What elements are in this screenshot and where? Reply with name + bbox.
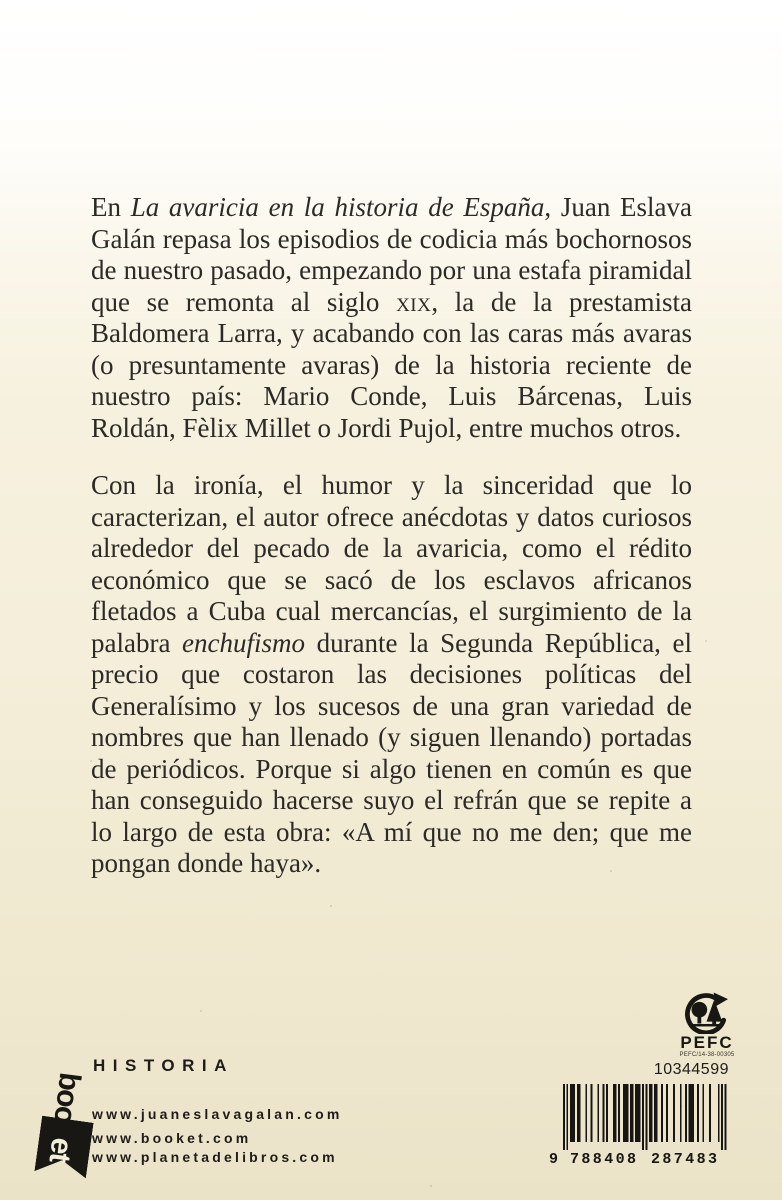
booket-logo bbox=[34, 1060, 94, 1174]
synopsis-text bbox=[91, 192, 692, 880]
paper-speckles bbox=[0, 0, 2, 2]
barcode-digits-left: 788408 bbox=[570, 1151, 636, 1168]
website-author: www.juaneslavagalan.com bbox=[92, 1106, 343, 1122]
synopsis-paragraph: En La avaricia en la historia de España, Juan Eslava Galán repasa los episodios de codicia más bochornosos de nuestro pasado, empezando por una estafa piramidal que se remonta al siglo xix, la de la prestamista Baldomera Larra, y acabando con las caras más avaras (o presuntamente avaras) de la historia reciente de nuestro país: Mario Conde, Luis Bárcenas, Luis Roldán, Fèlix Millet o Jordi Pujol, entre muchos otros. bbox=[91, 192, 693, 443]
barcode-bars bbox=[563, 1084, 726, 1150]
pefc-certification bbox=[666, 992, 748, 1059]
barcode-digit-first: 9 bbox=[549, 1151, 559, 1168]
pefc-label: PEFC bbox=[680, 1033, 734, 1052]
collection-label: HISTORIA bbox=[93, 1056, 234, 1075]
website-booket: www.booket.com bbox=[92, 1130, 252, 1146]
website-list bbox=[92, 1106, 342, 1166]
barcode-digits-right: 287483 bbox=[651, 1151, 717, 1168]
product-code: 10344599 bbox=[653, 1061, 729, 1078]
ean13-barcode bbox=[549, 1084, 731, 1168]
website-planetadelibros: www.planetadelibros.com bbox=[92, 1149, 338, 1165]
pefc-code: PEFC/14-38-00305 bbox=[679, 1052, 735, 1058]
pefc-trees-icon bbox=[678, 992, 736, 1034]
booket-wordmark-dark: book bbox=[45, 1070, 87, 1140]
booket-wordmark-light: et bbox=[42, 1135, 79, 1164]
synopsis-paragraph: Con la ironía, el humor y la sinceridad que lo caracterizan, el autor ofrece anécdotas y datos curiosos alrededor del pecado de la avaricia, como el rédito económico que se sacó de los esclavos africanos fletados a Cuba cual mercancías, el surgimiento de la palabra enchufismo durante la Segunda República, el precio que costaron las decisiones políticas del Generalísimo y los sucesos de una gran variedad de nombres que han llenado (y siguen llenando) portadas de periódicos. Porque si algo tienen en común es que han conseguido hacerse suyo el refrán que se repite a lo largo de esta obra: «A mí que no me den; que me pongan donde haya». bbox=[91, 470, 692, 878]
